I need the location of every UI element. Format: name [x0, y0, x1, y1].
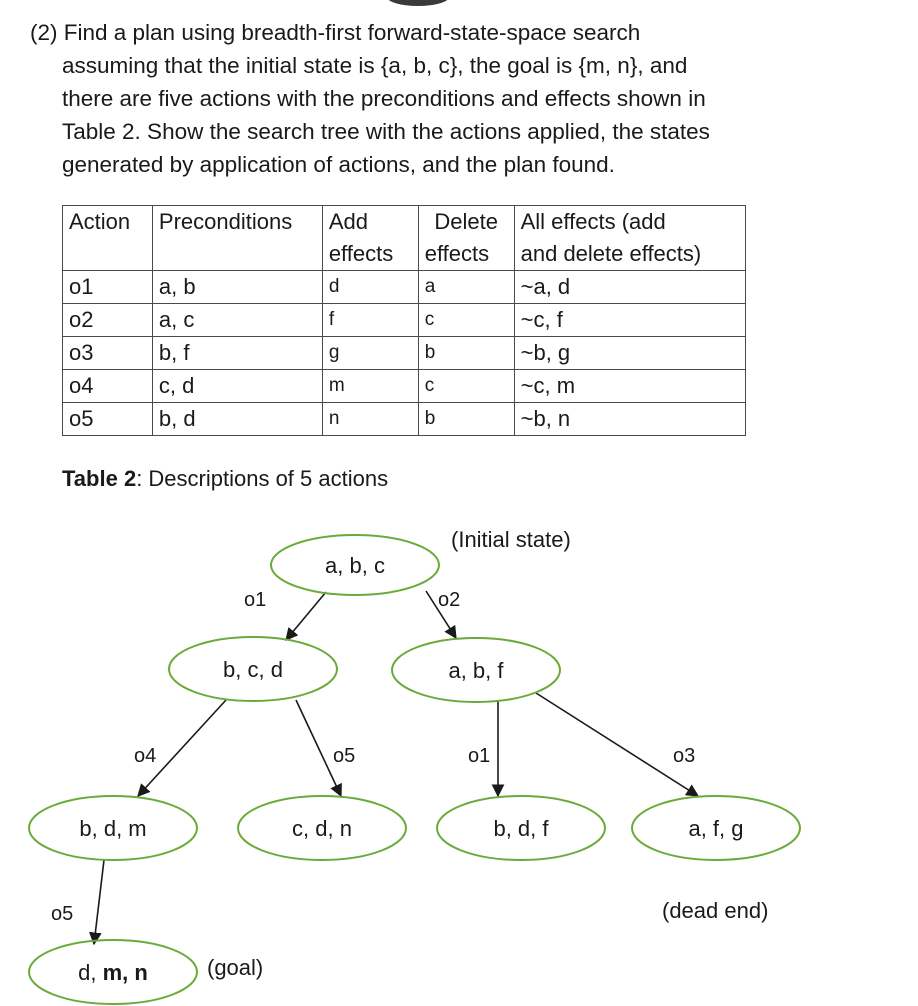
cell-add: m [322, 370, 418, 403]
cell-preconditions: a, b [152, 271, 322, 304]
note-initial-state: (Initial state) [451, 527, 571, 552]
edge-label-o5-bottom: o5 [51, 903, 74, 925]
cell-preconditions: b, f [152, 337, 322, 370]
cell-add: f [322, 304, 418, 337]
node-abf-label: a, b, f [448, 658, 504, 683]
cell-add: d [322, 271, 418, 304]
node-bcd-label: b, c, d [223, 657, 283, 682]
node-cdn-label: c, d, n [292, 816, 352, 841]
header-delete-effects: Delete [418, 206, 514, 239]
edge-label-o3: o3 [673, 745, 696, 767]
cell-action: o4 [63, 370, 153, 403]
question-line: Table 2. Show the search tree with the actions applied, the states [62, 119, 710, 144]
note-goal: (goal) [207, 955, 264, 980]
cell-add: g [322, 337, 418, 370]
edge-label-o5-mid: o5 [333, 745, 356, 767]
question-line: generated by application of actions, and the plan found. [62, 152, 615, 177]
cell-preconditions: a, c [152, 304, 322, 337]
cell-all: ~b, n [514, 403, 745, 436]
cell-all: ~b, g [514, 337, 745, 370]
cell-action: o3 [63, 337, 153, 370]
edge-label-o4: o4 [134, 745, 157, 767]
question-line: there are five actions with the preconditions and effects shown in [62, 86, 706, 111]
cell-delete: b [418, 403, 514, 436]
edge-label-o1-left: o1 [244, 589, 267, 611]
edge-label-o2: o2 [438, 589, 461, 611]
header-all-effects-cont: and delete effects) [514, 238, 745, 271]
edge-label-o1-right: o1 [468, 745, 491, 767]
node-afg-label: a, f, g [688, 816, 744, 841]
cell-add: n [322, 403, 418, 436]
cell-all: ~c, m [514, 370, 745, 403]
cell-action: o1 [63, 271, 153, 304]
cell-preconditions: c, d [152, 370, 322, 403]
question-line: assuming that the initial state is {a, b, c}, the goal is {m, n}, and [62, 53, 688, 78]
question-line: (2) Find a plan using breadth-first forward-state-space search [30, 20, 641, 45]
cell-all: ~c, f [514, 304, 745, 337]
header-preconditions: Preconditions [152, 206, 322, 239]
cell-delete: c [418, 370, 514, 403]
goal-plain-text: d, [78, 960, 103, 985]
note-dead-end: (dead end) [662, 898, 769, 923]
cell-delete: c [418, 304, 514, 337]
edge-bdm-to-goal [94, 860, 104, 944]
node-goal-label [78, 960, 148, 985]
node-bdf-label: b, d, f [493, 816, 549, 841]
header-action: Action [63, 206, 153, 239]
caption-label: Table 2 [62, 466, 137, 491]
node-bdm-label: b, d, m [79, 816, 147, 841]
header-add-effects: Add [322, 206, 418, 239]
edge-root-to-bcd [286, 592, 326, 640]
cell-action: o2 [63, 304, 153, 337]
caption-text: : Descriptions of 5 actions [136, 466, 389, 491]
header-add-effects-cont: effects [322, 238, 418, 271]
cell-all: ~a, d [514, 271, 745, 304]
goal-bold-text: m, n [102, 960, 148, 985]
node-root-label: a, b, c [325, 553, 385, 578]
cell-preconditions: b, d [152, 403, 322, 436]
cell-delete: b [418, 337, 514, 370]
cell-action: o5 [63, 403, 153, 436]
cell-delete: a [418, 271, 514, 304]
header-all-effects: All effects (add [514, 206, 745, 239]
header-delete-effects-cont: effects [418, 238, 514, 271]
